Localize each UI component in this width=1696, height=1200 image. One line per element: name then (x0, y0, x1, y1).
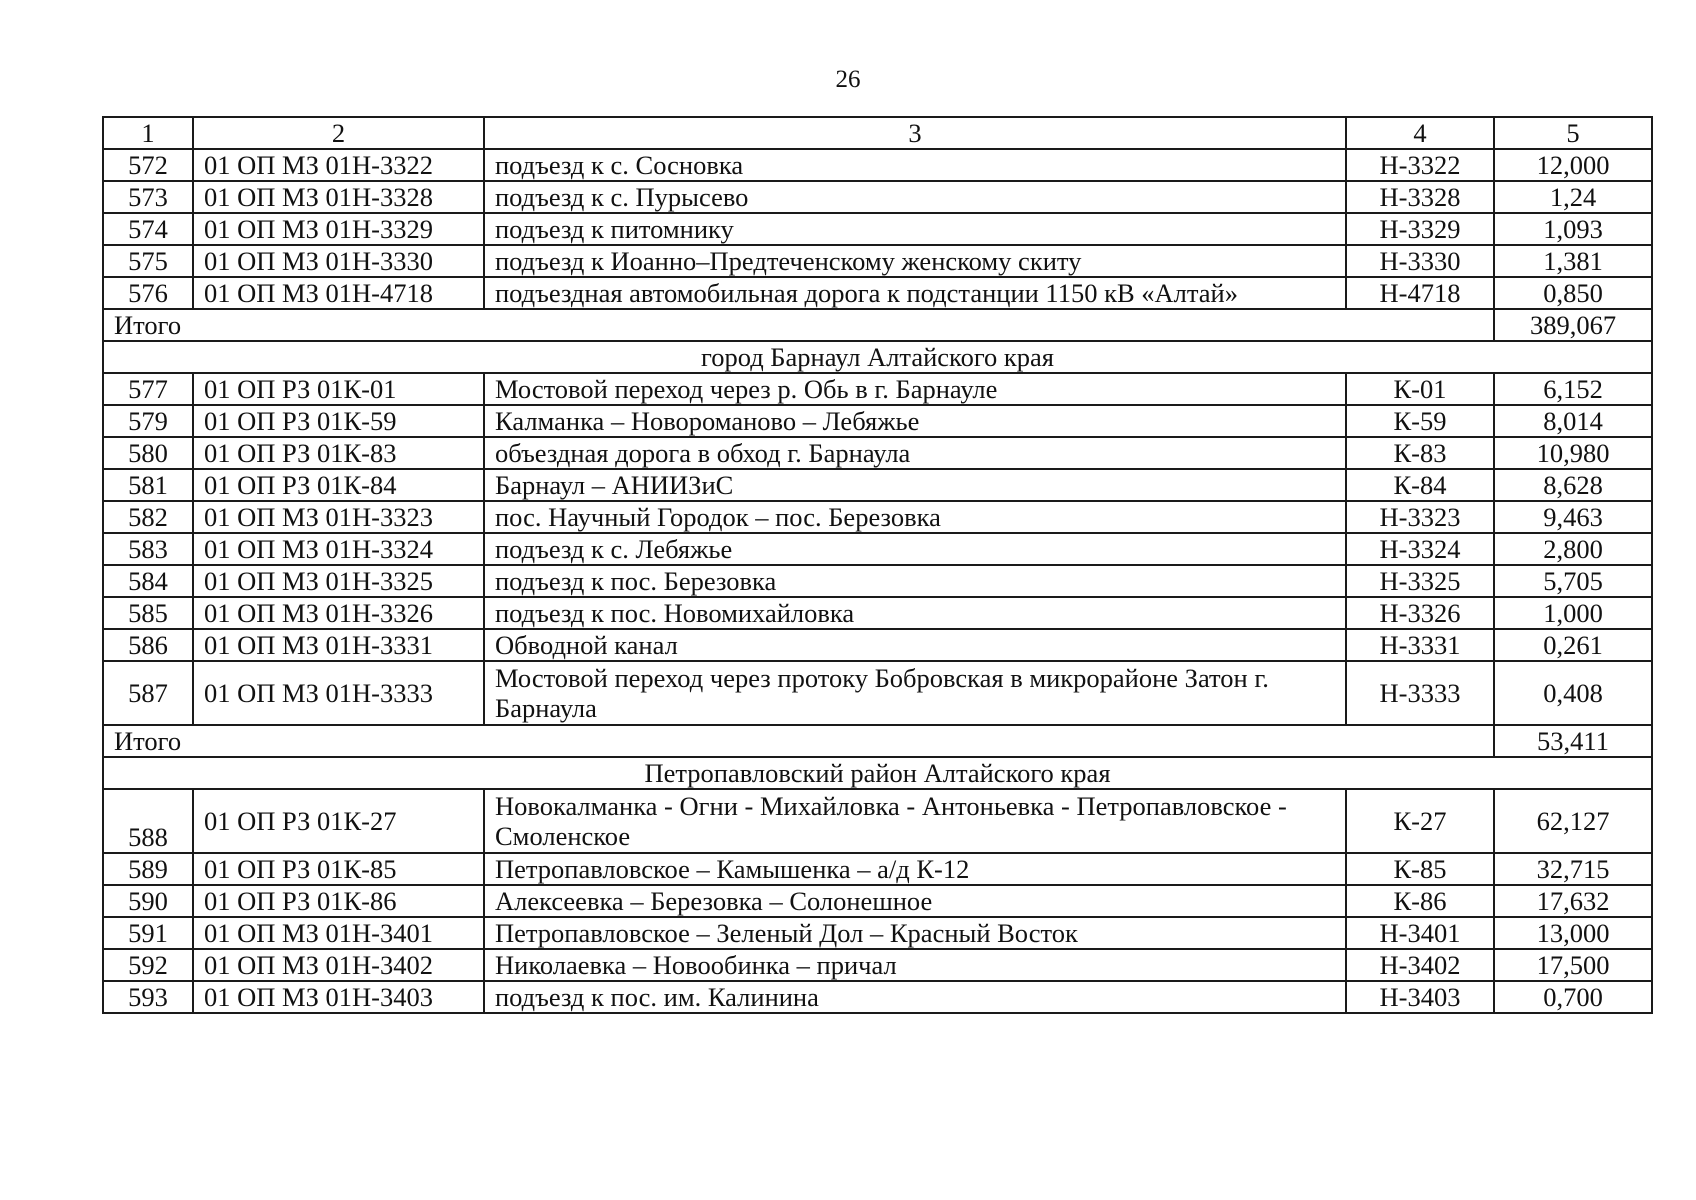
road-index: Н-3403 (1346, 981, 1494, 1013)
table-row (103, 405, 1652, 437)
row-number: 577 (103, 373, 193, 405)
road-length: 62,127 (1494, 789, 1652, 853)
road-code: 01 ОП МЗ 01Н-3322 (193, 149, 484, 181)
row-number: 593 (103, 981, 193, 1013)
road-name: подъезд к с. Лебяжье (484, 533, 1346, 565)
table-row (103, 565, 1652, 597)
road-index: К-84 (1346, 469, 1494, 501)
column-header-3: 3 (484, 117, 1346, 149)
road-code: 01 ОП РЗ 01К-01 (193, 373, 484, 405)
section-heading-row (103, 757, 1652, 789)
row-number: 573 (103, 181, 193, 213)
road-index: Н-3402 (1346, 949, 1494, 981)
total-label: Итого (103, 725, 1494, 757)
road-index: К-27 (1346, 789, 1494, 853)
table-header-row (103, 117, 1652, 149)
road-name: Барнаул – АНИИЗиС (484, 469, 1346, 501)
section-title: Петропавловский район Алтайского края (103, 757, 1652, 789)
row-number: 572 (103, 149, 193, 181)
row-number: 591 (103, 917, 193, 949)
road-name: Алексеевка – Березовка – Солонешное (484, 885, 1346, 917)
road-index: К-83 (1346, 437, 1494, 469)
road-code: 01 ОП МЗ 01Н-3333 (193, 661, 484, 725)
road-name: Николаевка – Новообинка – причал (484, 949, 1346, 981)
row-number: 589 (103, 853, 193, 885)
table-row (103, 533, 1652, 565)
table-row (103, 597, 1652, 629)
road-index: Н-3329 (1346, 213, 1494, 245)
road-length: 1,093 (1494, 213, 1652, 245)
road-name: Новокалманка - Огни - Михайловка - Антоньевка - Петропавловское - Смоленское (484, 789, 1346, 853)
table-row (103, 469, 1652, 501)
road-length: 32,715 (1494, 853, 1652, 885)
road-code: 01 ОП МЗ 01Н-3324 (193, 533, 484, 565)
total-row (103, 725, 1652, 757)
column-header-4: 4 (1346, 117, 1494, 149)
road-name: Калманка – Новороманово – Лебяжье (484, 405, 1346, 437)
total-label: Итого (103, 309, 1494, 341)
road-code: 01 ОП МЗ 01Н-3402 (193, 949, 484, 981)
road-length: 0,261 (1494, 629, 1652, 661)
road-index: Н-3331 (1346, 629, 1494, 661)
table-row (103, 789, 1652, 853)
table-row (103, 629, 1652, 661)
row-number: 584 (103, 565, 193, 597)
table-row (103, 501, 1652, 533)
road-name: подъезд к питомнику (484, 213, 1346, 245)
road-name: подъездная автомобильная дорога к подстанции 1150 кВ «Алтай» (484, 277, 1346, 309)
road-length: 1,000 (1494, 597, 1652, 629)
road-length: 0,850 (1494, 277, 1652, 309)
road-length: 1,381 (1494, 245, 1652, 277)
table-row (103, 373, 1652, 405)
table-row (103, 245, 1652, 277)
road-length: 17,500 (1494, 949, 1652, 981)
road-index: Н-3324 (1346, 533, 1494, 565)
road-code: 01 ОП МЗ 01Н-3323 (193, 501, 484, 533)
table-row (103, 149, 1652, 181)
road-name: подъезд к пос. Новомихайловка (484, 597, 1346, 629)
column-header-1: 1 (103, 117, 193, 149)
road-index: К-59 (1346, 405, 1494, 437)
table-row (103, 213, 1652, 245)
road-length: 8,628 (1494, 469, 1652, 501)
road-index: Н-3333 (1346, 661, 1494, 725)
road-code: 01 ОП МЗ 01Н-3329 (193, 213, 484, 245)
road-length: 9,463 (1494, 501, 1652, 533)
road-name: подъезд к с. Пурысево (484, 181, 1346, 213)
table-row (103, 437, 1652, 469)
road-length: 12,000 (1494, 149, 1652, 181)
table-row (103, 885, 1652, 917)
row-number: 586 (103, 629, 193, 661)
row-number: 581 (103, 469, 193, 501)
table-row (103, 949, 1652, 981)
road-code: 01 ОП МЗ 01Н-3331 (193, 629, 484, 661)
table-body (103, 117, 1652, 1013)
road-code: 01 ОП РЗ 01К-84 (193, 469, 484, 501)
road-code: 01 ОП МЗ 01Н-3325 (193, 565, 484, 597)
road-index: Н-3323 (1346, 501, 1494, 533)
row-number: 580 (103, 437, 193, 469)
row-number: 588 (103, 789, 193, 853)
table-row (103, 853, 1652, 885)
road-index: Н-4718 (1346, 277, 1494, 309)
road-code: 01 ОП МЗ 01Н-4718 (193, 277, 484, 309)
road-code: 01 ОП МЗ 01Н-3401 (193, 917, 484, 949)
table-row (103, 277, 1652, 309)
total-row (103, 309, 1652, 341)
column-header-2: 2 (193, 117, 484, 149)
page-number: 26 (835, 66, 861, 93)
row-number: 579 (103, 405, 193, 437)
road-name: Мостовой переход через протоку Бобровская в микрорайоне Затон г. Барнаула (484, 661, 1346, 725)
road-index: К-86 (1346, 885, 1494, 917)
row-number: 574 (103, 213, 193, 245)
row-number: 592 (103, 949, 193, 981)
road-code: 01 ОП РЗ 01К-83 (193, 437, 484, 469)
road-code: 01 ОП РЗ 01К-85 (193, 853, 484, 885)
road-length: 6,152 (1494, 373, 1652, 405)
road-length: 13,000 (1494, 917, 1652, 949)
row-number: 587 (103, 661, 193, 725)
road-code: 01 ОП РЗ 01К-86 (193, 885, 484, 917)
row-number: 576 (103, 277, 193, 309)
road-length: 0,700 (1494, 981, 1652, 1013)
road-name: Мостовой переход через р. Обь в г. Барнауле (484, 373, 1346, 405)
road-index: Н-3328 (1346, 181, 1494, 213)
road-name: подъезд к с. Сосновка (484, 149, 1346, 181)
road-code: 01 ОП МЗ 01Н-3330 (193, 245, 484, 277)
road-name: подъезд к пос. Березовка (484, 565, 1346, 597)
table-row (103, 661, 1652, 725)
section-heading-row (103, 341, 1652, 373)
road-index: К-85 (1346, 853, 1494, 885)
road-length: 8,014 (1494, 405, 1652, 437)
road-name: подъезд к пос. им. Калинина (484, 981, 1346, 1013)
road-length: 0,408 (1494, 661, 1652, 725)
total-value: 53,411 (1494, 725, 1652, 757)
road-name: Петропавловское – Камышенка – а/д К-12 (484, 853, 1346, 885)
road-index: Н-3325 (1346, 565, 1494, 597)
road-code: 01 ОП МЗ 01Н-3328 (193, 181, 484, 213)
road-length: 1,24 (1494, 181, 1652, 213)
road-name: объездная дорога в обход г. Барнаула (484, 437, 1346, 469)
table-row (103, 181, 1652, 213)
road-name: Обводной канал (484, 629, 1346, 661)
section-title: город Барнаул Алтайского края (103, 341, 1652, 373)
row-number: 575 (103, 245, 193, 277)
total-value: 389,067 (1494, 309, 1652, 341)
road-name: пос. Научный Городок – пос. Березовка (484, 501, 1346, 533)
roads-table (102, 116, 1653, 1014)
row-number: 583 (103, 533, 193, 565)
road-length: 5,705 (1494, 565, 1652, 597)
row-number: 585 (103, 597, 193, 629)
row-number: 590 (103, 885, 193, 917)
road-index: Н-3326 (1346, 597, 1494, 629)
road-length: 2,800 (1494, 533, 1652, 565)
road-name: Петропавловское – Зеленый Дол – Красный Восток (484, 917, 1346, 949)
table-row (103, 981, 1652, 1013)
table-row (103, 917, 1652, 949)
road-code: 01 ОП МЗ 01Н-3403 (193, 981, 484, 1013)
road-index: Н-3322 (1346, 149, 1494, 181)
road-length: 17,632 (1494, 885, 1652, 917)
road-code: 01 ОП МЗ 01Н-3326 (193, 597, 484, 629)
road-code: 01 ОП РЗ 01К-27 (193, 789, 484, 853)
road-index: Н-3401 (1346, 917, 1494, 949)
column-header-5: 5 (1494, 117, 1652, 149)
row-number: 582 (103, 501, 193, 533)
road-index: Н-3330 (1346, 245, 1494, 277)
road-length: 10,980 (1494, 437, 1652, 469)
road-index: К-01 (1346, 373, 1494, 405)
road-name: подъезд к Иоанно–Предтеченскому женскому скиту (484, 245, 1346, 277)
road-code: 01 ОП РЗ 01К-59 (193, 405, 484, 437)
